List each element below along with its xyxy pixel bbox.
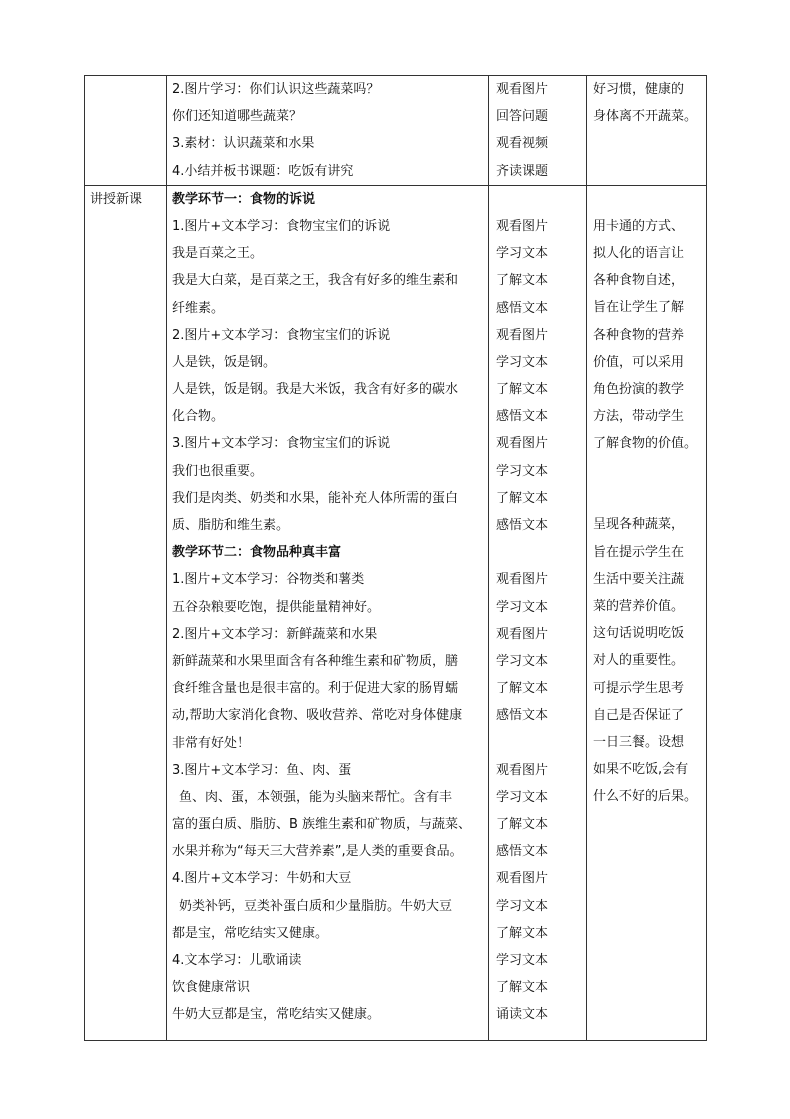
content-line: 牛奶大豆都是宝，常吃结实又健康。 (172, 1007, 381, 1023)
activity-line: 感悟文本 (496, 708, 549, 724)
content-line: 饮食健康常识 (172, 980, 251, 996)
content-line: 人是铁，饭是钢。我是大米饭，我含有好多的碳水 (172, 382, 459, 398)
intent-line: 生活中要关注蔬 (593, 571, 685, 587)
content-line: 鱼、肉、蛋，本领强，能为头脑来帮忙。含有丰 (179, 789, 453, 805)
activity-line: 观看图片 (496, 572, 549, 588)
activity-line: 观看图片 (496, 626, 549, 642)
content-line: 3.素材：认识蔬菜和水果 (172, 136, 315, 152)
activity-line: 了解文本 (496, 980, 549, 996)
intent-cell (587, 76, 707, 186)
activity-line: 回答问题 (496, 109, 549, 125)
content-line: 新鲜蔬菜和水果里面含有各种维生素和矿物质，膳 (172, 653, 459, 669)
intent-line: 拟人化的语言让 (593, 245, 685, 261)
content-line: 化合物。 (172, 409, 225, 425)
activity-line: 了解文本 (496, 925, 549, 941)
content-line: 1.图片+文本学习：谷物类和薯类 (172, 572, 365, 588)
table-row (85, 76, 707, 186)
stage-label (85, 76, 166, 103)
activity-line: 感悟文本 (496, 409, 549, 425)
content-line: 3.图片+文本学习：鱼、肉、蛋 (172, 762, 352, 778)
content-line: 3.图片+文本学习：食物宝宝们的诉说 (172, 436, 391, 452)
section-heading: 教学环节一：食物的诉说 (172, 191, 316, 207)
activity-line: 了解文本 (496, 490, 549, 506)
activity-line: 观看图片 (496, 762, 549, 778)
content-line: 动,帮助大家消化食物、吸收营养、常吃对身体健康 (172, 708, 463, 724)
intent-line: 了解食物的价值。 (593, 436, 698, 452)
section-heading: 教学环节二：食物品种真丰富 (172, 545, 342, 561)
lesson-plan-table (84, 75, 707, 1041)
activity-line: 观看图片 (496, 871, 549, 887)
activity-line: 学习文本 (496, 789, 549, 805)
content-line: 你们还知道哪些蔬菜？ (172, 109, 303, 125)
activity-line: 学习文本 (496, 953, 549, 968)
content-line: 质、脂肪和维生素。 (172, 518, 290, 533)
activity-line: 齐读课题 (496, 163, 549, 179)
intent-line: 对人的重要性。 (593, 653, 685, 669)
content-line: 都是宝，常吃结实又健康。 (172, 925, 329, 941)
content-line: 我们也很重要。 (172, 463, 264, 479)
intent-line: 方法，带动学生 (593, 409, 685, 425)
content-line: 奶类补钙，豆类补蛋白质和少量脂肪。牛奶大豆 (179, 898, 453, 914)
content-line: 水果并称为“每天三大营养素”,是人类的重要食品。 (172, 844, 463, 860)
content-line: 食纤维含量也是很丰富的。利于促进大家的肠胃蠕 (172, 681, 459, 697)
content-line: 4.图片+文本学习：牛奶和大豆 (172, 871, 352, 887)
stage-label: 讲授新课 (90, 191, 143, 207)
intent-line: 自己是否保证了 (593, 707, 685, 723)
activity-cell (489, 185, 587, 1040)
activity-line: 学习文本 (496, 463, 549, 479)
activity-line: 感悟文本 (496, 518, 549, 533)
content-line: 2.图片+文本学习：食物宝宝们的诉说 (172, 327, 391, 343)
activity-line: 观看视频 (496, 136, 549, 152)
activity-line: 诵读文本 (496, 1007, 549, 1023)
intent-line: 各种食物的营养 (593, 327, 685, 343)
table-row (85, 185, 707, 1040)
content-line: 纤维素。 (172, 300, 225, 316)
content-line: 五谷杂粮要吃饱，提供能量精神好。 (172, 599, 381, 615)
activity-cell (489, 76, 587, 186)
intent-line: 如果不吃饭,会有 (593, 762, 689, 778)
activity-line: 学习文本 (496, 599, 549, 615)
intent-line: 呈现各种蔬菜， (593, 517, 685, 533)
intent-line: 用卡通的方式、 (593, 218, 685, 234)
stage-cell (85, 185, 167, 1040)
activity-line: 感悟文本 (496, 844, 549, 860)
content-cell (167, 76, 489, 186)
activity-line: 了解文本 (496, 817, 549, 833)
content-line: 非常有好处！ (172, 735, 251, 751)
activity-line (489, 730, 586, 757)
intent-line: 各种食物自述， (593, 273, 685, 289)
activity-line: 了解文本 (496, 382, 549, 398)
intent-block-food-voice (587, 213, 706, 458)
activity-line (489, 539, 586, 566)
content-line: 4.小结并板书课题：吃饭有讲究 (172, 163, 354, 179)
content-line: 1.图片+文本学习：食物宝宝们的诉说 (172, 218, 391, 234)
activity-line: 学习文本 (496, 246, 549, 262)
activity-line: 观看图片 (496, 82, 549, 97)
content-line: 我们是肉类、奶类和水果，能补充人体所需的蛋白 (172, 490, 459, 506)
content-line: 2.图片+文本学习：新鲜蔬菜和水果 (172, 626, 378, 642)
intent-line: 这句话说明吃饭 (593, 626, 685, 642)
intent-block-food-variety (587, 511, 706, 810)
content-line: 人是铁，饭是钢。 (172, 354, 277, 370)
intent-line: 可提示学生思考 (593, 680, 685, 696)
stage-cell (85, 76, 167, 186)
intent-line: 价值，可以采用 (593, 354, 685, 370)
content-line: 4.文本学习：儿歌诵读 (172, 953, 302, 968)
content-line: 2.图片学习：你们认识这些蔬菜吗？ (172, 82, 380, 97)
intent-line: 旨在让学生了解 (593, 300, 685, 316)
intent-line: 一日三餐。设想 (593, 734, 685, 750)
intent-cell (587, 185, 707, 1040)
activity-line: 观看图片 (496, 436, 549, 452)
activity-line: 观看图片 (496, 327, 549, 343)
activity-line: 学习文本 (496, 898, 549, 914)
activity-line: 观看图片 (496, 218, 549, 234)
intent-line: 身体离不开蔬菜。 (593, 109, 698, 125)
activity-line: 了解文本 (496, 273, 549, 289)
activity-line (489, 186, 586, 213)
activity-line: 学习文本 (496, 354, 549, 370)
intent-line: 角色扮演的教学 (593, 381, 685, 397)
activity-line: 感悟文本 (496, 300, 549, 316)
intent-line: 菜的营养价值。 (593, 599, 685, 614)
intent-line: 旨在提示学生在 (593, 544, 685, 560)
intent-line: 好习惯，健康的 (593, 82, 685, 97)
intent-line: 什么不好的后果。 (593, 789, 698, 805)
activity-line: 学习文本 (496, 653, 549, 669)
content-line: 富的蛋白质、脂肪、B 族维生素和矿物质，与蔬菜、 (172, 817, 472, 833)
content-cell (167, 185, 489, 1040)
content-line: 我是大白菜，是百菜之王，我含有好多的维生素和 (172, 273, 459, 289)
activity-line: 了解文本 (496, 681, 549, 697)
content-line: 我是百菜之王。 (172, 246, 264, 262)
